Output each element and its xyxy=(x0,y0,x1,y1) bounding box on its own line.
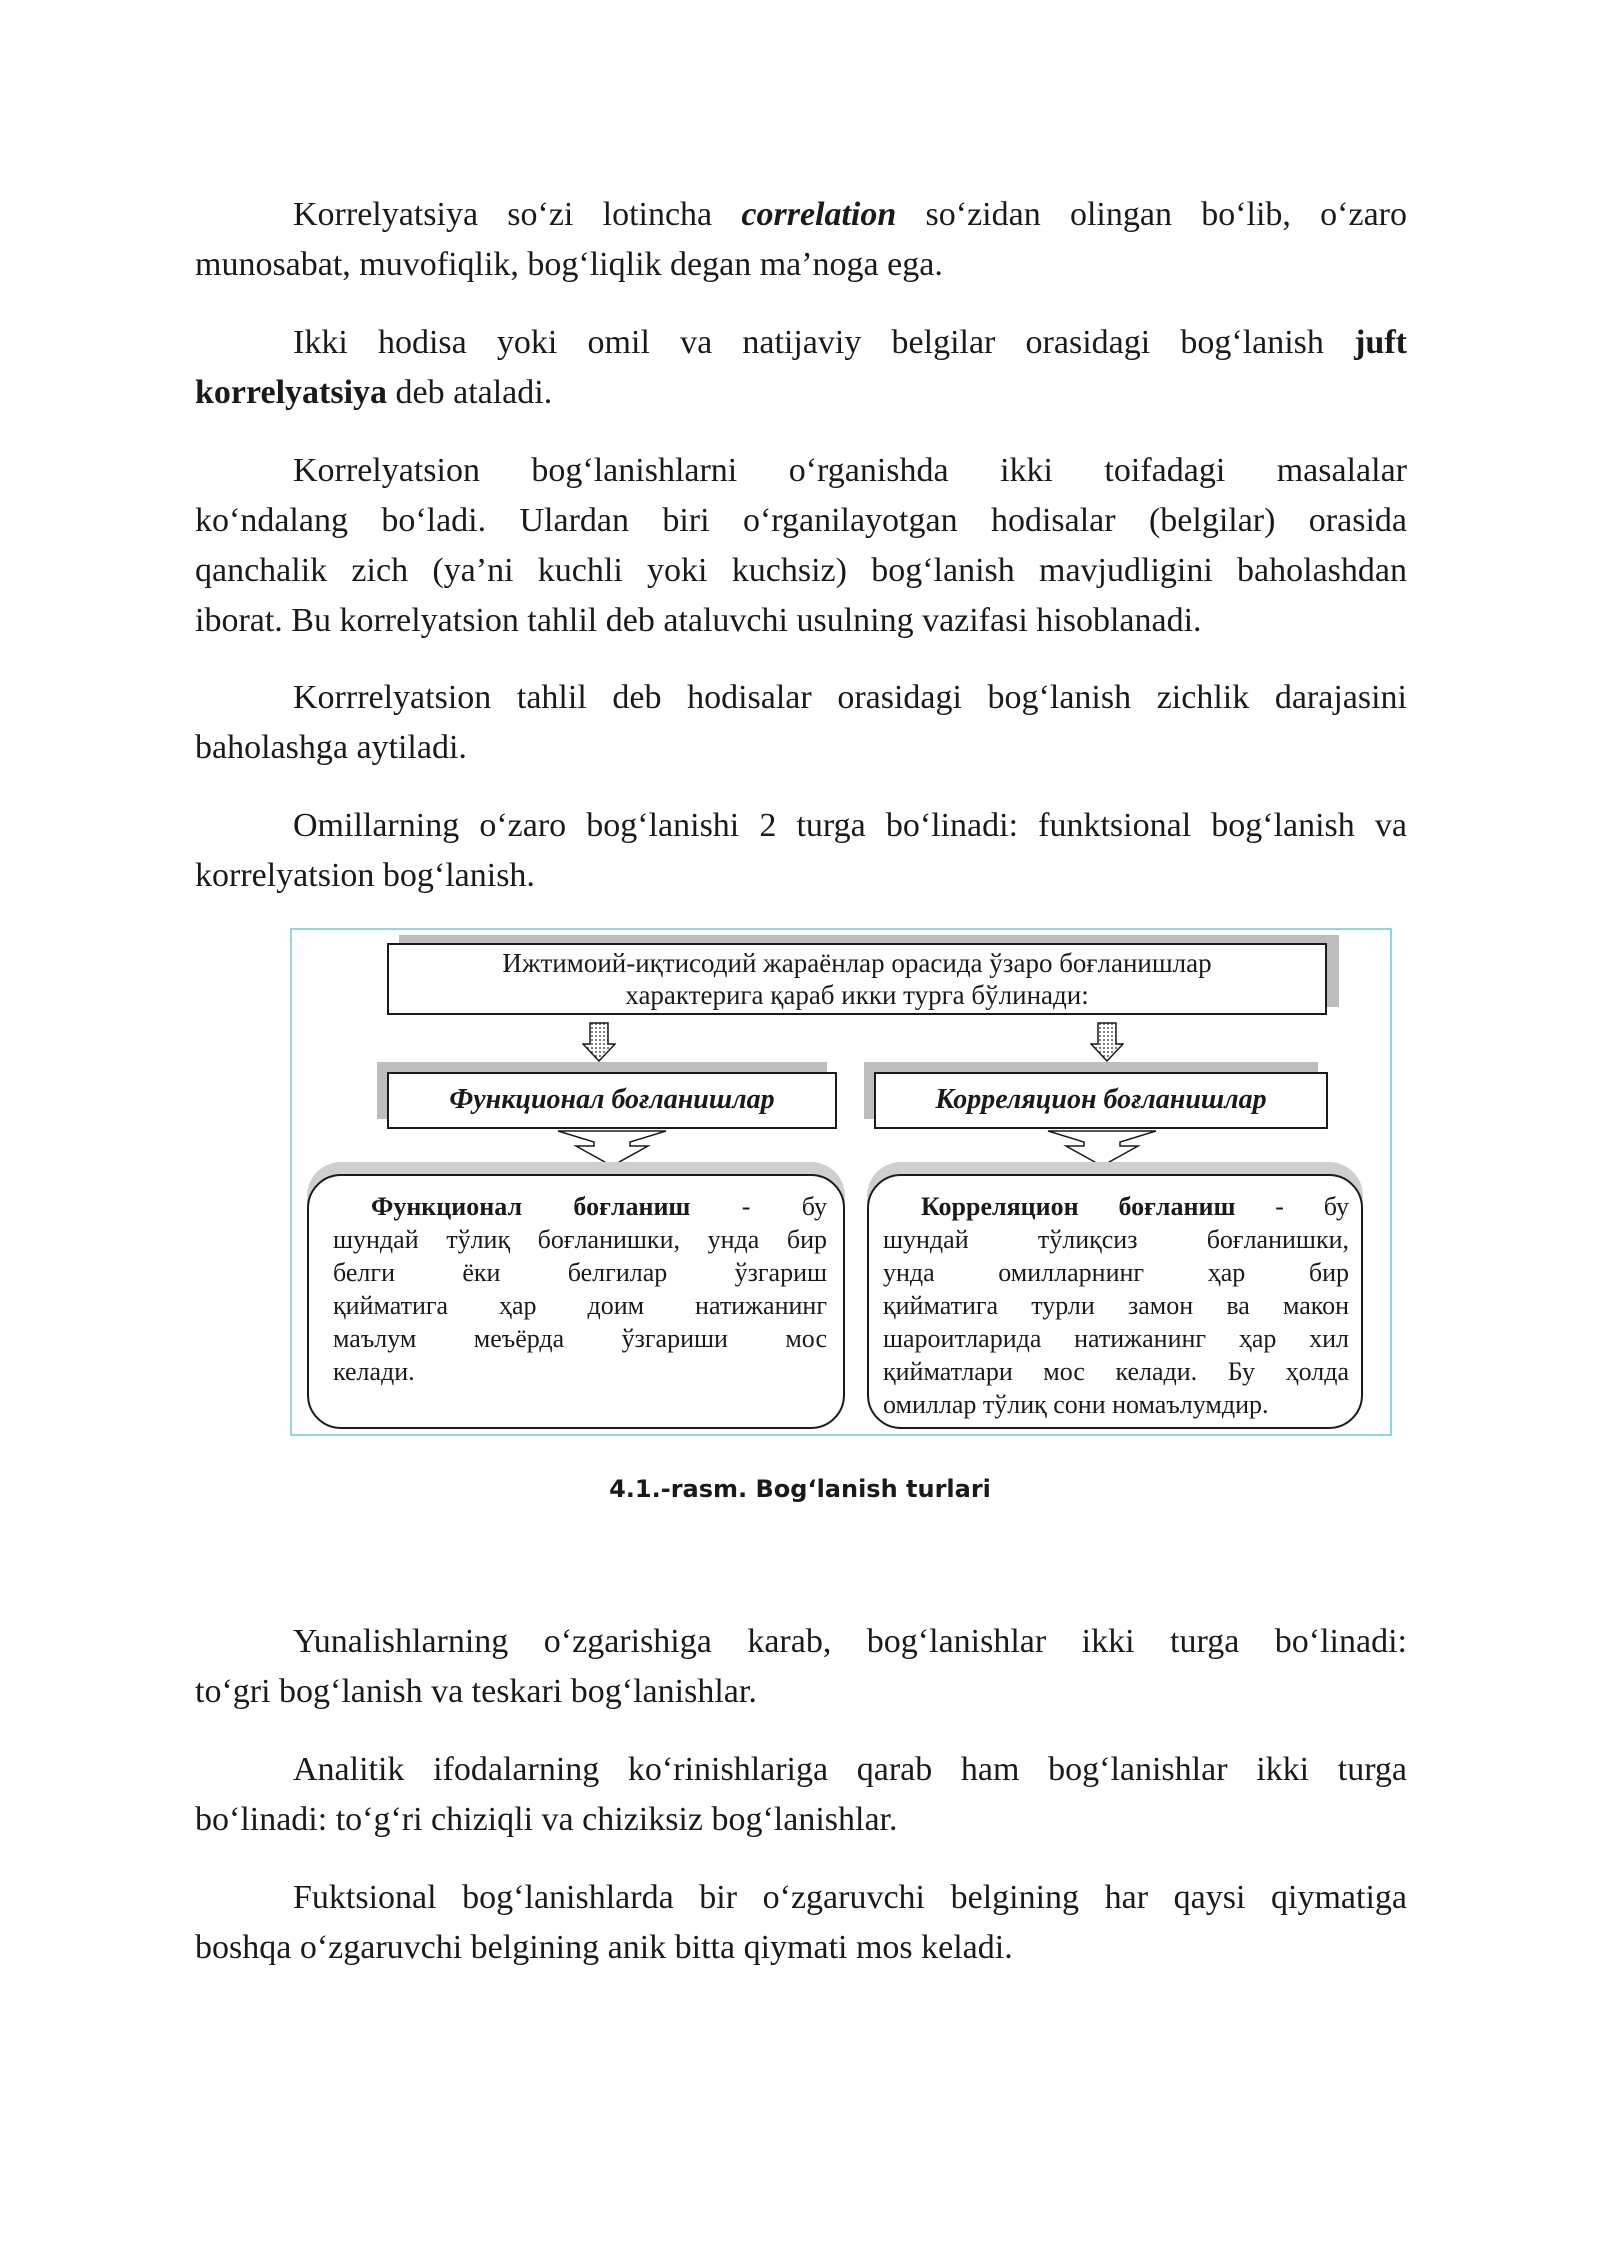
term-korrelyatsiya: korrelyatsiya xyxy=(195,374,388,411)
text-line: baholashga aytiladi. xyxy=(195,729,467,766)
text-line: bo‘linadi: to‘g‘ri chiziqli va chiziksiz bog‘lanishlar. xyxy=(195,1801,898,1838)
paragraph-factor-types xyxy=(195,801,1407,901)
text-line: korrelyatsiya deb ataladi. xyxy=(195,374,553,411)
figure-caption: 4.1.-rasm. Bog‘lanish turlari xyxy=(609,1475,991,1503)
down-arrow-icon xyxy=(582,1022,616,1062)
down-arrow-icon xyxy=(1044,1130,1160,1168)
paragraph-correlation-analysis xyxy=(195,673,1407,773)
correlation-title-box: Корреляцион боғланишлар xyxy=(874,1072,1328,1129)
text-line: Korrelyatsion bog‘lanishlarni o‘rganishda ikki toifadagi masalalar xyxy=(293,452,1407,489)
functional-title-box: Функционал боғланишлар xyxy=(387,1072,837,1129)
term-correlation-cyr: Корреляцион боғланиш xyxy=(921,1192,1236,1221)
text-line: Yunalishlarning o‘zgarishiga karab, bog‘lanishlar ikki turga bo‘linadi: xyxy=(293,1623,1407,1660)
functional-definition-box: Функционал боғланиш - бу шундай тўлиқ боғланишки, унда бир белги ёки белгилар ўзгариш қийматига ҳар доим натижанинг маълум меъёрда ўзгариши мос келади. xyxy=(307,1174,845,1429)
paragraph-correlation-definition xyxy=(195,190,1407,290)
text-line: boshqa o‘zgaruvchi belgining anik bitta qiymati mos keladi. xyxy=(195,1929,1013,1966)
figure-top-box: Ижтимоий-иқтисодий жараёнлар орасида ўзаро боғланишлар характерига қараб икки турга бўлинади: xyxy=(387,943,1327,1015)
figure-connection-types xyxy=(290,928,1392,1436)
paragraph-analytic-types xyxy=(195,1745,1407,1845)
correlation-definition-box: Корреляцион боғланиш - бу шундай тўлиқсиз боғланишки, унда омилларнинг ҳар бир қийматига турли замон ва макон шароитларида натижанинг ҳар хил қийматлари мос келади. Бу ҳолда омиллар тўлиқ сони номаълумдир. xyxy=(867,1174,1363,1429)
paragraph-correlation-tasks xyxy=(195,446,1407,646)
text-line: Fuktsional bog‘lanishlarda bir o‘zgaruvchi belgining har qaysi qiymatiga xyxy=(293,1879,1407,1916)
term-functional: Функционал боғланиш xyxy=(371,1192,691,1221)
paragraph-direction-types xyxy=(195,1617,1407,1717)
text-line: munosabat, muvofiqlik, bog‘liqlik degan ma’noga ega. xyxy=(195,246,943,283)
text-line: ko‘ndalang bo‘ladi. Ulardan biri o‘rganilayotgan hodisalar (belgilar) orasida xyxy=(195,502,1407,539)
text-line: qanchalik zich (ya’ni kuchli yoki kuchsiz) bog‘lanish mavjudligini baholashdan xyxy=(195,552,1407,589)
text-line: Korrrelyatsion tahlil deb hodisalar orasidagi bog‘lanish zichlik darajasini xyxy=(293,679,1407,716)
text-line: to‘gri bog‘lanish va teskari bog‘lanishlar. xyxy=(195,1673,757,1710)
down-arrow-icon xyxy=(554,1130,670,1168)
text-line: Analitik ifodalarning ko‘rinishlariga qarab ham bog‘lanishlar ikki turga xyxy=(293,1751,1407,1788)
text-line: Omillarning o‘zaro bog‘lanishi 2 turga bo‘linadi: funktsional bog‘lanish va xyxy=(293,807,1407,844)
paragraph-pair-correlation xyxy=(195,318,1407,418)
paragraph-functional-relation xyxy=(195,1873,1407,1973)
term-correlation: correlation xyxy=(741,196,897,233)
text-line: Ikki hodisa yoki omil va natijaviy belgilar orasidagi bog‘lanish juft xyxy=(293,324,1407,361)
text-line: korrelyatsion bog‘lanish. xyxy=(195,857,535,894)
term-juft: juft xyxy=(1354,324,1407,361)
text-line: Korrelyatsiya so‘zi lotincha correlation so‘zidan olingan bo‘lib, o‘zaro xyxy=(293,196,1407,233)
down-arrow-icon xyxy=(1090,1022,1124,1062)
text-line: iborat. Bu korrelyatsion tahlil deb ataluvchi usulning vazifasi hisoblanadi. xyxy=(195,602,1202,639)
